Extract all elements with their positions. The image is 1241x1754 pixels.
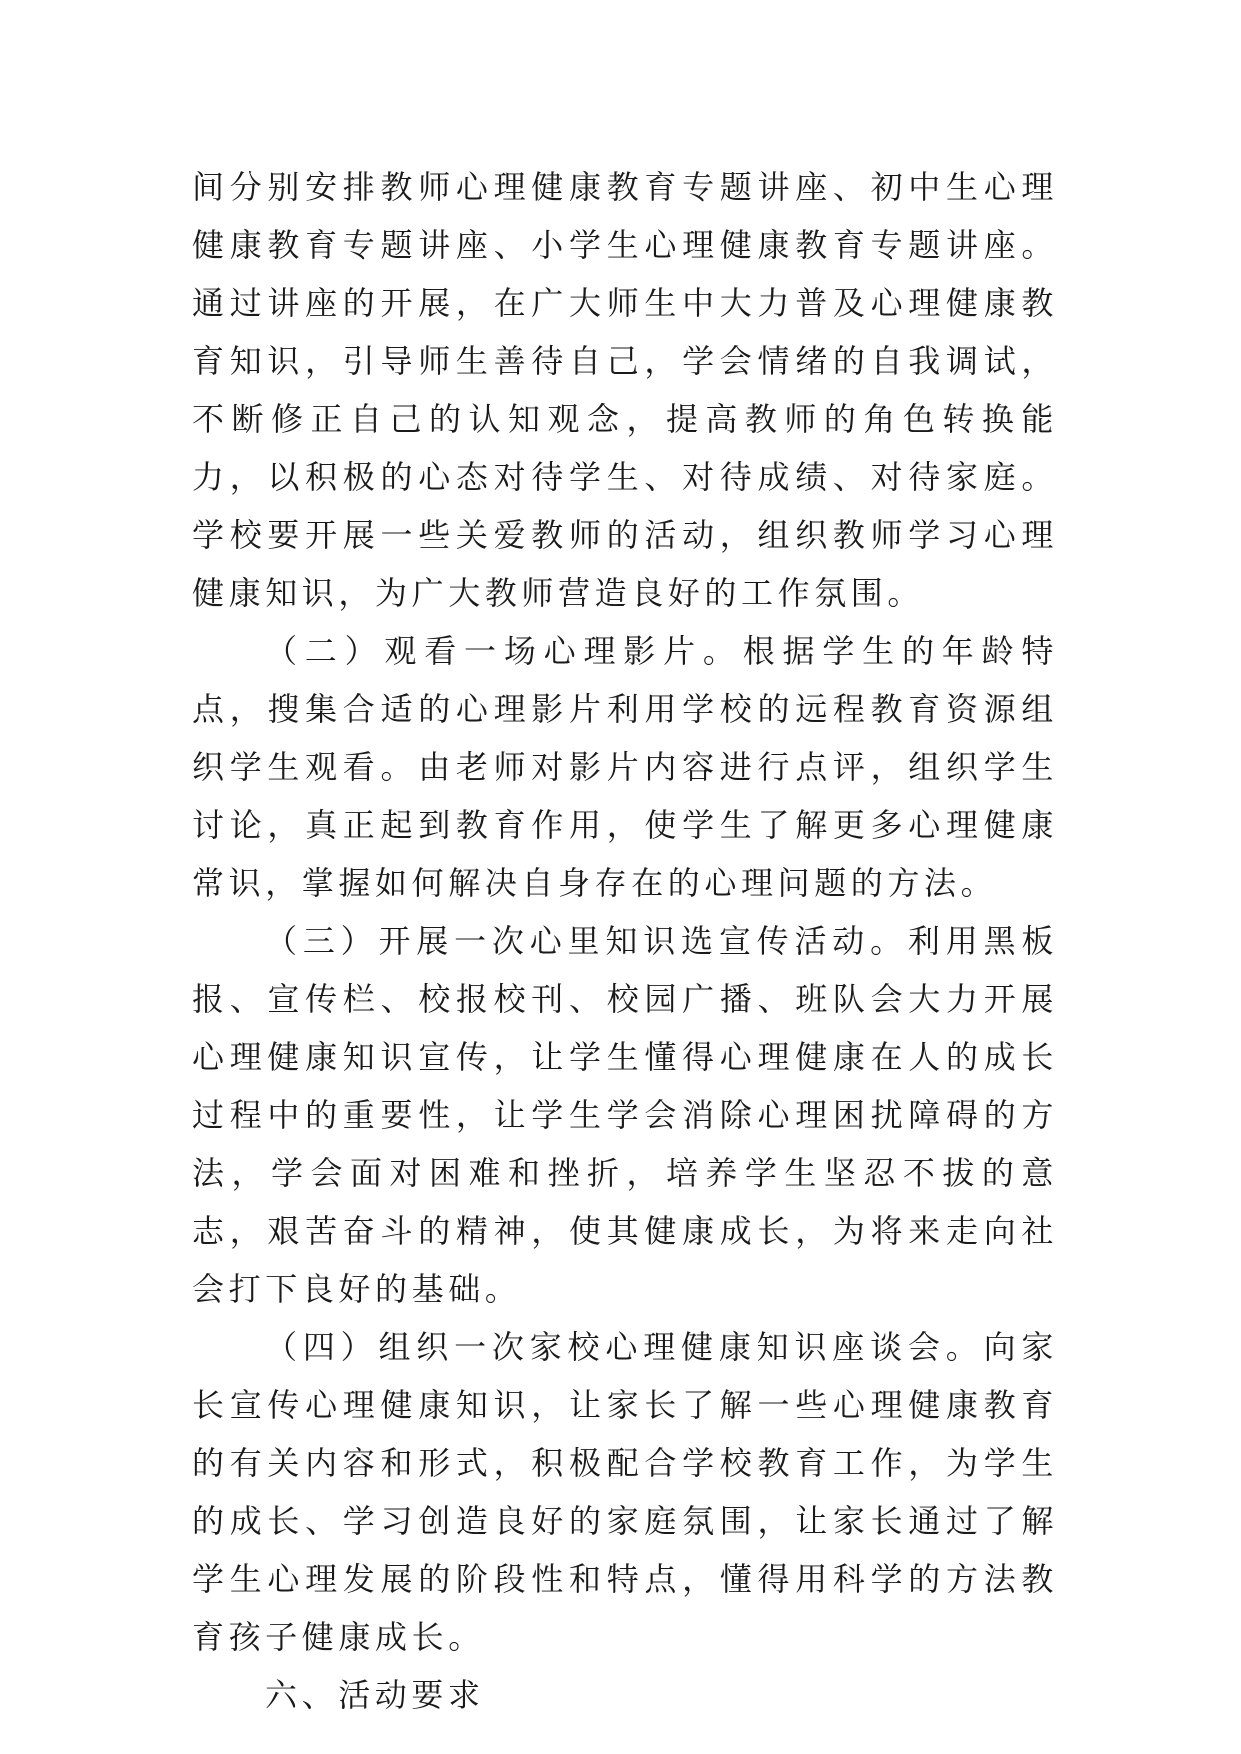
paragraph-publicity-activity: （三）开展一次心里知识选宣传活动。利用黑板报、宣传栏、校报校刊、校园广播、班队会大力开展心理健康知识宣传，让学生懂得心理健康在人的成长过程中的重要性，让学生学会消除心理困扰障碍的方法，学会面对困难和挫折，培养学生坚忍不拔的意志，艰苦奋斗的精神，使其健康成长，为将来走向社会打下良好的基础。 (192, 922, 1058, 1308)
paragraph-parent-meeting: （四）组织一次家校心理健康知识座谈会。向家长宣传心理健康知识，让家长了解一些心理健康教育的有关内容和形式，积极配合学校教育工作，为学生的成长、学习创造良好的家庭氛围，让家长通过了解学生心理发展的阶段性和特点，懂得用科学的方法教育孩子健康成长。 (192, 1328, 1058, 1656)
section-heading-requirements: 六、活动要求 (265, 1676, 485, 1714)
document-body (192, 158, 1058, 1724)
paragraph-watch-film: （二）观看一场心理影片。根据学生的年龄特点，搜集合适的心理影片利用学校的远程教育资源组织学生观看。由老师对影片内容进行点评，组织学生讨论，真正起到教育作用，使学生了解更多心理健康常识，掌握如何解决自身存在的心理问题的方法。 (192, 632, 1058, 902)
paragraph-continuation: 间分别安排教师心理健康教育专题讲座、初中生心理健康教育专题讲座、小学生心理健康教育专题讲座。通过讲座的开展，在广大师生中大力普及心理健康教育知识，引导师生善待自己，学会情绪的自我调试，不断修正自己的认知观念，提高教师的角色转换能力，以积极的心态对待学生、对待成绩、对待家庭。学校要开展一些关爱教师的活动，组织教师学习心理健康知识，为广大教师营造良好的工作氛围。 (192, 168, 1058, 612)
